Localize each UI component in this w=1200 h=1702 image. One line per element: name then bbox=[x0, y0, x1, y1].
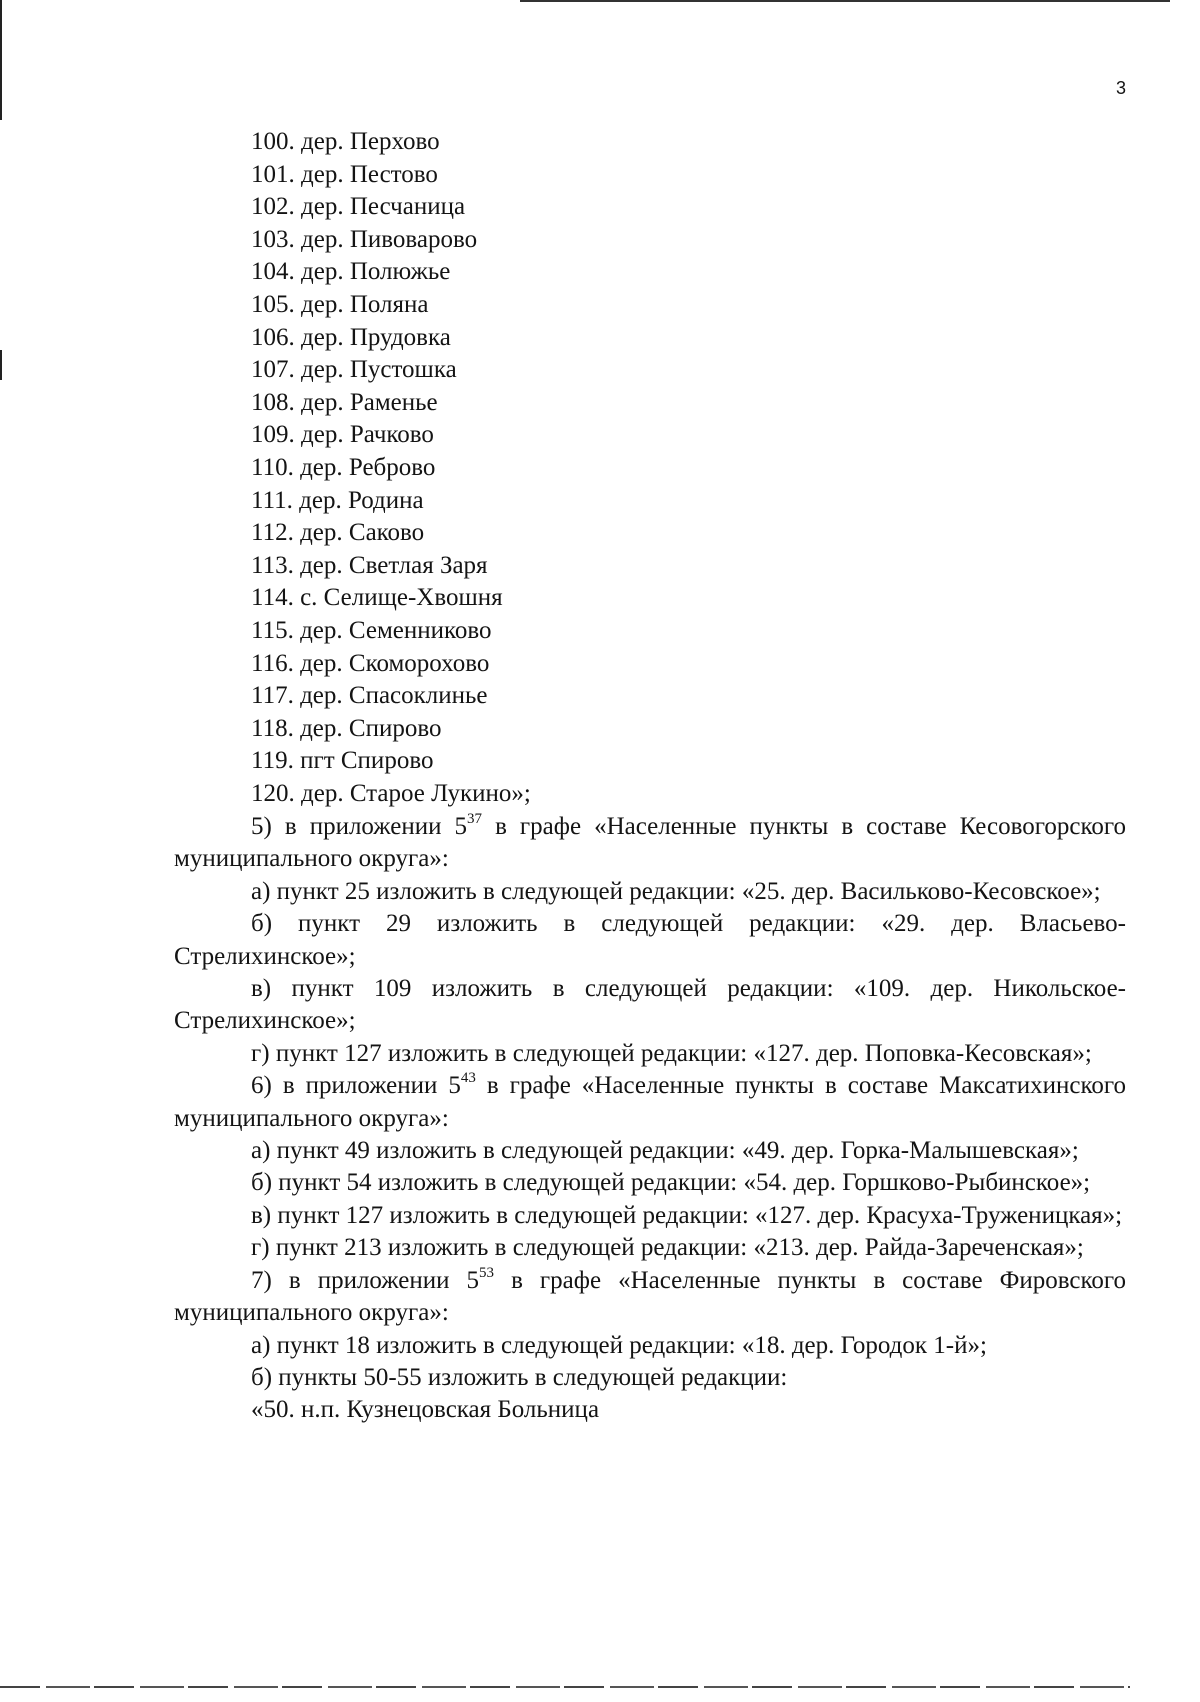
list-item: 108. дер. Раменье bbox=[251, 388, 438, 416]
paragraph-5c: в) пункт 109 изложить в следующей редакции: «109. дер. Никольское-Стрелихинское»; bbox=[174, 975, 1126, 1035]
paragraph-5-text-after: в графе «Населенные пункты в составе Кесовогорского муниципального округа»: bbox=[174, 813, 1126, 873]
list-item: 105. дер. Поляна bbox=[251, 290, 429, 318]
list-item: 100. дер. Перхово bbox=[251, 128, 440, 155]
list-item: 117. дер. Спасоклинье bbox=[251, 682, 488, 710]
paragraph-6-superscript: 43 bbox=[460, 1070, 476, 1087]
paragraph-5d: г) пункт 127 изложить в следующей редакции: «127. дер. Поповка-Кесовская»; bbox=[251, 1039, 1092, 1067]
list-item: 114. с. Селище-Хвошня bbox=[251, 584, 503, 612]
list-item: 113. дер. Светлая Заря bbox=[251, 551, 488, 579]
paragraph-6-text-after: в графе «Населенные пункты в составе Максатихинского муниципального округа»: bbox=[174, 1072, 1126, 1132]
paragraph-6-text-before: 6) в приложении 5 bbox=[251, 1072, 461, 1100]
scan-edge-top bbox=[520, 0, 1170, 2]
paragraph-6d: г) пункт 213 изложить в следующей редакции: «213. дер. Райда-Зареченская»; bbox=[251, 1234, 1084, 1262]
paragraph-5-text-before: 5) в приложении 5 bbox=[251, 813, 468, 840]
list-item: 103. дер. Пивоварово bbox=[251, 225, 478, 253]
list-item: 110. дер. Реброво bbox=[251, 453, 436, 481]
list-item: 111. дер. Родина bbox=[251, 486, 424, 514]
list-item: 115. дер. Семенниково bbox=[251, 616, 492, 644]
page-number: 3 bbox=[1116, 78, 1127, 98]
scan-edge-left bbox=[0, 0, 2, 120]
paragraph-6 bbox=[174, 1070, 1126, 1135]
list-item: 112. дер. Саково bbox=[251, 519, 425, 547]
scan-edge-bottom bbox=[0, 1686, 1130, 1688]
list-item: 120. дер. Старое Лукино»; bbox=[251, 779, 531, 807]
paragraph-5 bbox=[174, 811, 1126, 876]
paragraph-5a: а) пункт 25 изложить в следующей редакции: «25. дер. Васильково-Кесовское»; bbox=[251, 877, 1101, 905]
paragraph-5-superscript: 37 bbox=[467, 811, 483, 827]
list-item: 109. дер. Рачково bbox=[251, 421, 434, 449]
list-item: 119. пгт Спирово bbox=[251, 747, 434, 775]
list-item: 118. дер. Спирово bbox=[251, 714, 442, 742]
list-item: 116. дер. Скоморохово bbox=[251, 649, 490, 677]
list-item: 106. дер. Прудовка bbox=[251, 323, 451, 351]
paragraph-6a: а) пункт 49 изложить в следующей редакции: «49. дер. Горка-Малышевская»; bbox=[251, 1137, 1079, 1165]
list-item: 101. дер. Пестово bbox=[251, 160, 438, 188]
amendment-text bbox=[174, 811, 1126, 1427]
paragraph-7-item-50: «50. н.п. Кузнецовская Больница bbox=[251, 1396, 600, 1424]
scan-edge-left-mark bbox=[0, 350, 2, 380]
paragraph-7 bbox=[174, 1265, 1126, 1330]
list-item: 107. дер. Пустошка bbox=[251, 356, 457, 384]
paragraph-6b: б) пункт 54 изложить в следующей редакции: «54. дер. Горшково-Рыбинское»; bbox=[251, 1169, 1091, 1197]
paragraph-7-superscript: 53 bbox=[479, 1264, 495, 1281]
list-item: 102. дер. Песчаница bbox=[251, 193, 466, 221]
list-item: 104. дер. Полюжье bbox=[251, 258, 451, 286]
paragraph-7-text-before: 7) в приложении 5 bbox=[251, 1266, 480, 1294]
paragraph-5b: б) пункт 29 изложить в следующей редакции: «29. дер. Власьево-Стрелихинское»; bbox=[174, 910, 1126, 970]
paragraph-7-text-after: в графе «Населенные пункты в составе Фировского муниципального округа»: bbox=[174, 1266, 1126, 1327]
paragraph-7b: б) пункты 50-55 изложить в следующей редакции: bbox=[251, 1363, 788, 1391]
settlement-list bbox=[251, 126, 531, 810]
paragraph-6c: в) пункт 127 изложить в следующей редакции: «127. дер. Красуха-Труженицкая»; bbox=[251, 1201, 1123, 1229]
paragraph-7a: а) пункт 18 изложить в следующей редакции: «18. дер. Городок 1-й»; bbox=[251, 1331, 987, 1359]
